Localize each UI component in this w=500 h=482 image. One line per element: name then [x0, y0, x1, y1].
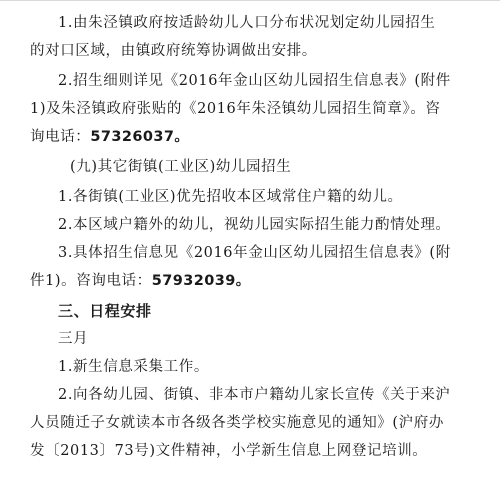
paragraph-line	[58, 245, 482, 262]
line-text: 1.各街镇(工业区)优先招收本区域常住户籍的幼儿。	[58, 189, 403, 205]
paragraph-line	[58, 189, 482, 206]
paragraph-line	[58, 387, 482, 404]
paragraph-line	[30, 443, 482, 460]
paragraph-line	[58, 217, 482, 234]
line-text: (九)其它街镇(工业区)幼儿园招生	[70, 159, 292, 175]
line-text: 人员随迁子女就读本市各级各类学校实施意见的通知》(沪府办	[30, 415, 444, 431]
paragraph-line	[30, 415, 482, 432]
paragraph-line	[30, 129, 482, 146]
paragraph-line	[30, 43, 482, 60]
section-subheading	[70, 159, 482, 176]
line-text: 3.具体招生信息见《2016年金山区幼儿园招生信息表》(附	[58, 245, 451, 261]
section-heading	[58, 303, 482, 320]
line-text: 2.向各幼儿园、街镇、非本市户籍幼儿家长宣传《关于来沪	[58, 387, 451, 403]
line-text: 1.由朱泾镇政府按适龄幼儿人口分布状况划定幼儿园招生	[58, 15, 436, 31]
line-text: 三、日程安排	[58, 302, 152, 320]
paragraph-line	[58, 359, 482, 376]
paragraph-line	[58, 15, 482, 32]
line-text: 。	[174, 129, 190, 145]
paragraph-line	[58, 73, 482, 90]
line-text: 询电话：	[30, 129, 91, 145]
paragraph-line	[30, 101, 482, 118]
line-text: 1.新生信息采集工作。	[58, 359, 209, 375]
line-text: 发〔2013〕73号)文件精神，小学新生信息上网登记培训。	[30, 443, 428, 459]
phone-number: 57932039	[151, 273, 236, 289]
line-text: 的对口区域，由镇政府统筹协调做出安排。	[30, 43, 317, 59]
line-text: 2.招生细则详见《2016年金山区幼儿园招生信息表》(附件	[58, 73, 451, 89]
month-label	[58, 331, 482, 348]
line-text: 1)及朱泾镇政府张贴的《2016年朱泾镇幼儿园招生简章》。咨	[30, 101, 441, 117]
phone-number: 57326037	[90, 129, 175, 145]
line-text: 三月	[58, 331, 89, 347]
line-text: 2.本区域户籍外的幼儿，视幼儿园实际招生能力酌情处理。	[58, 217, 451, 233]
line-text: 。	[235, 273, 251, 289]
line-text: 件1)。咨询电话：	[30, 273, 152, 289]
paragraph-line	[30, 273, 482, 290]
